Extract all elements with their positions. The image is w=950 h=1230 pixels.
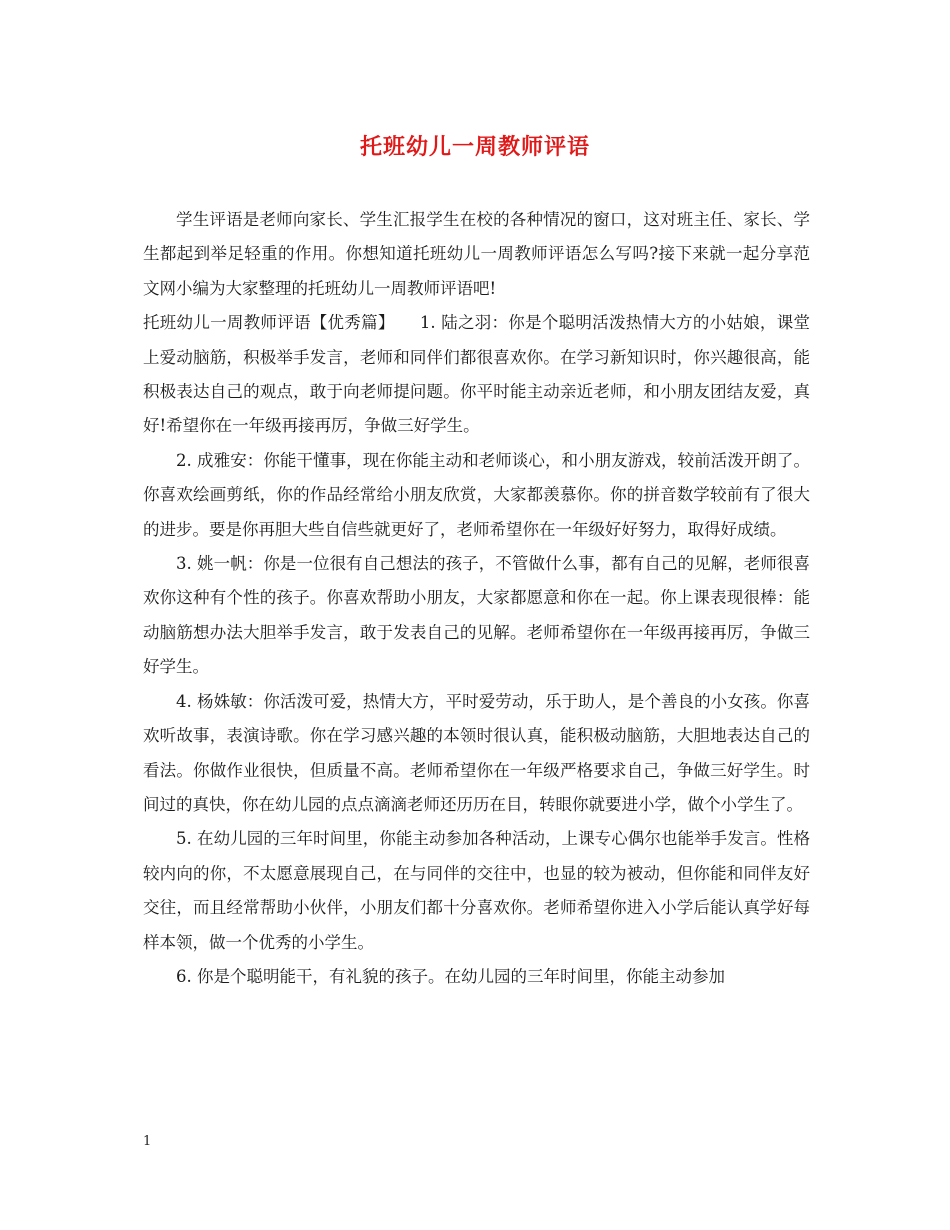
paragraph-comment-4: 4. 杨姝敏：你活泼可爱，热情大方，平时爱劳动，乐于助人，是个善良的小女孩。你喜欢听故事，表演诗歌。你在学习感兴趣的本领时很认真，能积极动脑筋，大胆地表达自己的看法。你做作业很快，但质量不高。老师希望你在一年级严格要求自己，争做三好学生。时间过的真快，你在幼儿园的点点滴滴老师还历历在目，转眼你就要进小学，做个小学生了。 (143, 691, 810, 814)
paragraph-comment-6: 6. 你是个聪明能干，有礼貌的孩子。在幼儿园的三年时间里，你能主动参加 (176, 966, 725, 986)
paragraph-intro: 学生评语是老师向家长、学生汇报学生在校的各种情况的窗口，这对班主任、家长、学生都起到举足轻重的作用。你想知道托班幼儿一周教师评语怎么写吗?接下来就一起分享范文网小编为大家整理的托班幼儿一周教师评语吧! (143, 210, 810, 298)
paragraph-comment-2: 2. 成雅安：你能干懂事，现在你能主动和老师谈心，和小朋友游戏，较前活泼开朗了。你喜欢绘画剪纸，你的作品经常给小朋友欣赏，大家都羡慕你。你的拼音数学较前有了很大的进步。要是你再胆大些自信些就更好了，老师希望你在一年级好好努力，取得好成绩。 (143, 450, 810, 539)
paragraph-comment-5: 5. 在幼儿园的三年时间里，你能主动参加各种活动，上课专心偶尔也能举手发言。性格较内向的你，不太愿意展现自己，在与同伴的交往中，也显的较为被动，但你能和同伴友好交往，而且经常帮助小伙伴，小朋友们都十分喜欢你。老师希望你进入小学后能认真学好每样本领，做一个优秀的小学生。 (143, 829, 810, 952)
paragraph-comment-3: 3. 姚一帆：你是一位很有自己想法的孩子，不管做什么事，都有自己的见解，老师很喜欢你这种有个性的孩子。你喜欢帮助小朋友，大家都愿意和你在一起。你上课表现很棒：能动脑筋想办法大胆举手发言，敢于发表自己的见解。老师希望你在一年级再接再厉，争做三好学生。 (143, 554, 810, 677)
document-body (143, 203, 810, 994)
page-number: 1 (143, 1134, 152, 1149)
paragraph-comment-1: 托班幼儿一周教师评语【优秀篇】 1. 陆之羽：你是个聪明活泼热情大方的小姑娘，课堂上爱动脑筋，积极举手发言，老师和同伴们都很喜欢你。在学习新知识时，你兴趣很高，能积极表达自己的观点，敢于向老师提问题。你平时能主动亲近老师，和小朋友团结友爱，真好!希望你在一年级再接再厉，争做三好学生。 (143, 313, 810, 436)
document-title: 托班幼儿一周教师评语 (359, 134, 590, 160)
